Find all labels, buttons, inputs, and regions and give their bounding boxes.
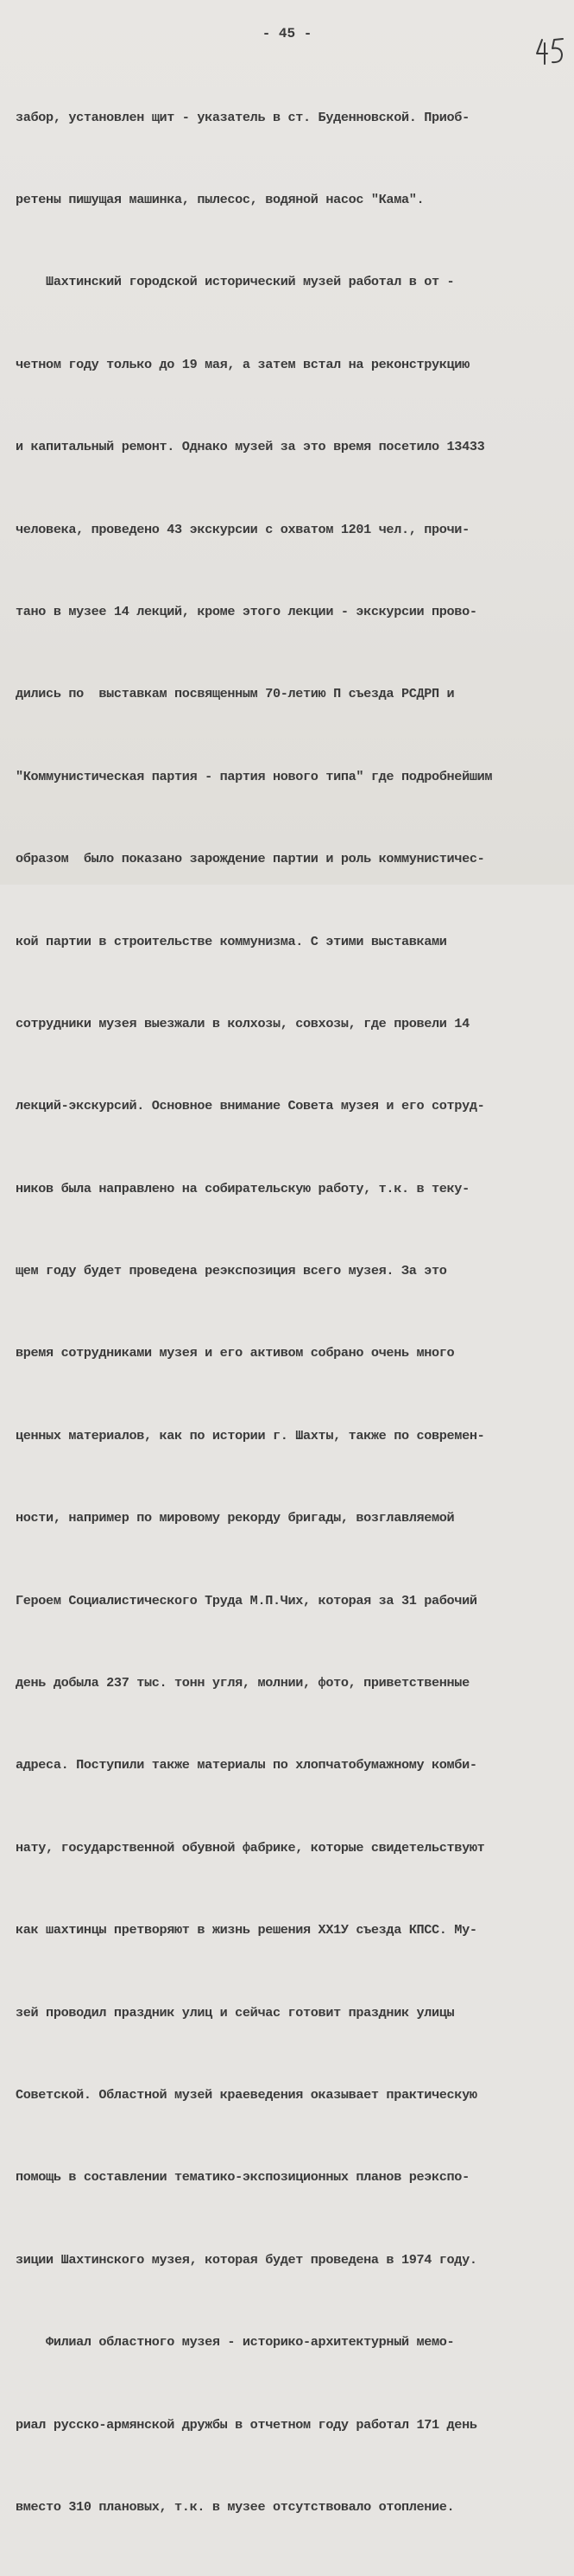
text-line: "Коммунистическая партия - партия нового типа" где подробнейшим	[16, 768, 493, 784]
text-line: кой партии в строительстве коммунизма. С этими выставками	[16, 933, 447, 949]
text-line: как шахтинцы претворяют в жизнь решения ХХ1У съезда КПСС. Му-	[16, 1922, 477, 1938]
text-line: риал русско-армянской дружбы в отчетном году работал 171 день	[16, 2416, 477, 2433]
text-line: время сотрудниками музея и его активом собрано очень много	[16, 1345, 455, 1361]
text-line: день добыла 237 тыс. тонн угля, молнии, фото, приветственные	[16, 1675, 470, 1691]
text-line: адреса. Поступили также материалы по хлопчатобумажному комби-	[16, 1757, 477, 1773]
text-line: Шахтинский городской исторический музей работал в от -	[16, 274, 455, 290]
text-line: тано в музее 14 лекций, кроме этого лекции - экскурсии прово-	[16, 603, 477, 619]
text-line: забор, установлен щит - указатель в ст. Буденновской. Приоб-	[16, 109, 470, 125]
text-line: вместо 310 плановых, т.к. в музее отсутствовало отопление.	[16, 2498, 455, 2515]
text-line: дились по выставкам посвященным 70-летию П съезда РСДРП и	[16, 686, 455, 702]
text-line: щем году будет проведена реэкспозиция всего музея. За это	[16, 1263, 447, 1279]
text-line: ности, например по мировому рекорду бригады, возглавляемой	[16, 1510, 455, 1526]
text-line: Филиал областного музея - историко-архитектурный мемо-	[16, 2334, 455, 2351]
text-line: ретены пишущая машинка, пылесос, водяной насос "Кама".	[16, 191, 425, 207]
text-line: ценных материалов, как по истории г. Шахты, также по современ-	[16, 1427, 485, 1443]
page-number: - 45 -	[262, 26, 312, 41]
text-line: четном году только до 19 мая, а затем встал на реконструкцию	[16, 356, 470, 372]
text-line: лекций-экскурсий. Основное внимание Совета музея и его сотруд-	[16, 1098, 485, 1114]
text-line: человека, проведено 43 экскурсии с охватом 1201 чел., прочи-	[16, 521, 470, 537]
text-line: Советской. Областной музей краеведения оказывает практическую	[16, 2086, 477, 2103]
text-line: зиции Шахтинского музея, которая будет проведена в 1974 году.	[16, 2251, 477, 2268]
text-line: сотрудники музея выезжали в колхозы, совхозы, где провели 14	[16, 1015, 470, 1031]
body-text	[16, 49, 559, 2576]
text-line: и капитальный ремонт. Однако музей за это время посетило 13433	[16, 439, 485, 455]
text-line: зей проводил праздник улиц и сейчас готовит праздник улицы	[16, 2004, 455, 2021]
text-line: образом было показано зарождение партии и роль коммунистичес-	[16, 851, 485, 867]
text-line: ников была направлено на собирательскую работу, т.к. в теку-	[16, 1180, 470, 1196]
text-line: Героем Социалистического Труда М.П.Чих, которая за 31 рабочий	[16, 1592, 477, 1608]
text-line: помощь в составлении тематико-экспозиционных планов реэкспо-	[16, 2169, 470, 2186]
text-line: нату, государственной обувной фабрике, которые свидетельствуют	[16, 1839, 485, 1856]
